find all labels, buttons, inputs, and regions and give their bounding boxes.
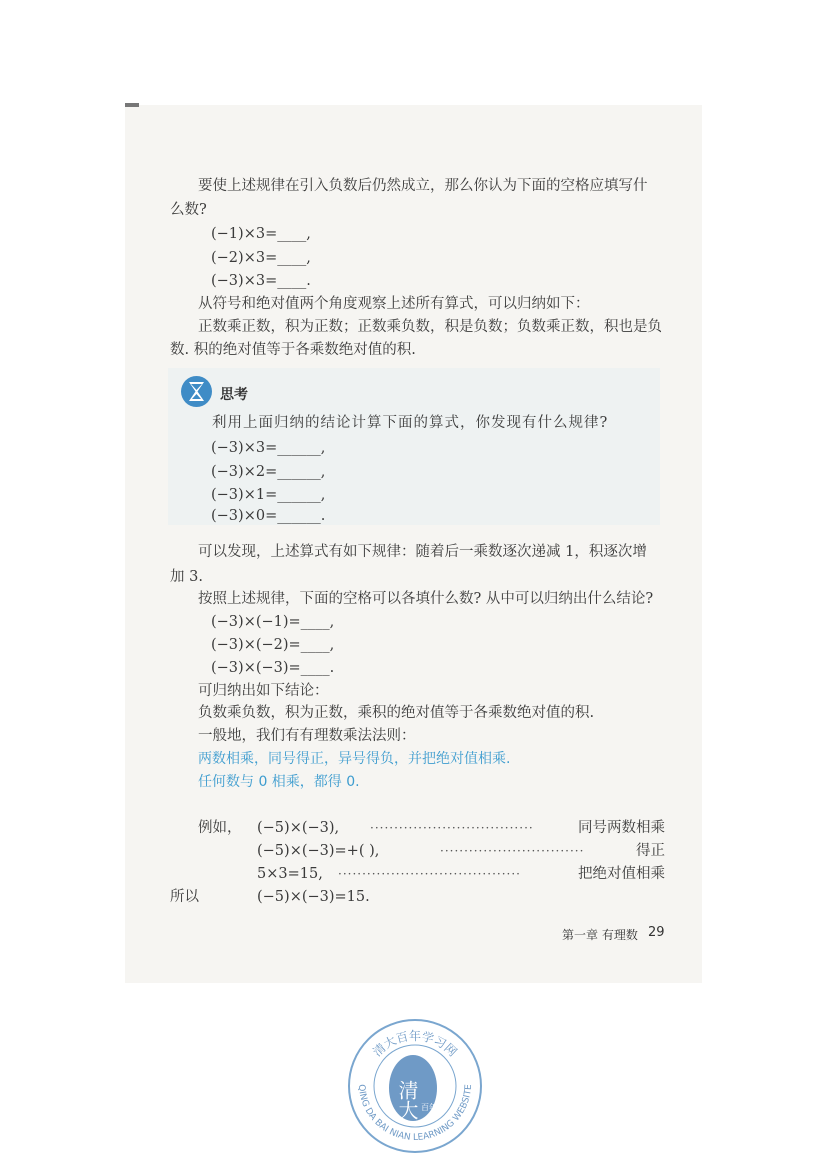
rule-line-1: 正数乘正数，积为正数；正数乘负数，积是负数；负数乘正数，积也是负 — [198, 319, 662, 335]
example-label: 例如， — [198, 820, 242, 836]
svg-text:百年: 百年 — [421, 1103, 437, 1112]
discover-line-1: 可以发现，上述算式有如下规律：随着后一乘数逐次递减 1，积逐次增 — [198, 544, 647, 560]
discover-question: 按照上述规律，下面的空格可以各填什么数? 从中可以归纳出什么结论? — [198, 591, 654, 607]
rule-line-2: 数. 积的绝对值等于各乘数绝对值的积. — [170, 342, 416, 358]
think-eq-1: (−3)×3=______, — [211, 440, 326, 456]
intro-eq-3: (−3)×3=____. — [211, 273, 311, 289]
leader-dots: ······································ — [338, 867, 521, 881]
so-label: 所以 — [170, 889, 199, 905]
example-note-3: 把绝对值相乘 — [578, 866, 665, 882]
example-step-3: 5×3=15, — [257, 866, 323, 882]
svg-text:QING DA BAI NIAN LEARNING WEBS: QING DA BAI NIAN LEARNING WEBSITE — [355, 1083, 475, 1144]
observe-text: 从符号和绝对值两个角度观察上述所有算式，可以归纳如下： — [198, 296, 590, 312]
leader-dots: ······························ — [440, 844, 585, 858]
discover-eq-1: (−3)×(−1)=____, — [211, 614, 335, 630]
watermark-logo — [345, 1018, 485, 1158]
conclude-label: 可归纳出如下结论： — [198, 683, 329, 699]
hourglass-icon — [181, 376, 212, 407]
intro-eq-1: (−1)×3=____, — [211, 226, 311, 242]
think-title: 思考 — [220, 387, 248, 403]
svg-text:清大百年学习网: 清大百年学习网 — [370, 1029, 460, 1060]
intro-line-1: 要使上述规律在引入负数后仍然成立，那么你认为下面的空格应填写什 — [198, 178, 648, 194]
svg-text:清大: 清大 — [395, 1080, 419, 1120]
multiplication-law-2: 任何数与 0 相乘，都得 0. — [198, 774, 360, 790]
intro-eq-2: (−2)×3=____, — [211, 250, 311, 266]
think-eq-4: (−3)×0=______. — [211, 508, 326, 524]
think-eq-2: (−3)×2=______, — [211, 464, 326, 480]
example-step-1: (−5)×(−3), — [257, 820, 340, 836]
scan-mark — [125, 103, 139, 107]
discover-eq-3: (−3)×(−3)=____. — [211, 660, 335, 676]
think-eq-3: (−3)×1=______, — [211, 487, 326, 503]
multiplication-law-1: 两数相乘，同号得正，异号得负，并把绝对值相乘. — [198, 751, 511, 767]
conclusion-text: 负数乘负数，积为正数，乘积的绝对值等于各乘数绝对值的积. — [198, 705, 595, 721]
chapter-title: 第一章 有理数 — [562, 928, 638, 942]
general-text: 一般地，我们有有理数乘法法则： — [198, 728, 416, 744]
page-number: 29 — [648, 925, 665, 940]
example-result: (−5)×(−3)=15. — [257, 889, 370, 905]
leader-dots: ·································· — [370, 821, 534, 835]
intro-line-2: 么数? — [170, 202, 207, 218]
example-note-1: 同号两数相乘 — [578, 820, 665, 836]
example-step-2: (−5)×(−3)=+( ), — [257, 843, 380, 859]
example-note-2: 得正 — [636, 843, 665, 859]
discover-line-2: 加 3. — [170, 569, 203, 585]
discover-eq-2: (−3)×(−2)=____, — [211, 637, 335, 653]
think-question: 利用上面归纳的结论计算下面的算式，你发现有什么规律? — [212, 415, 609, 431]
